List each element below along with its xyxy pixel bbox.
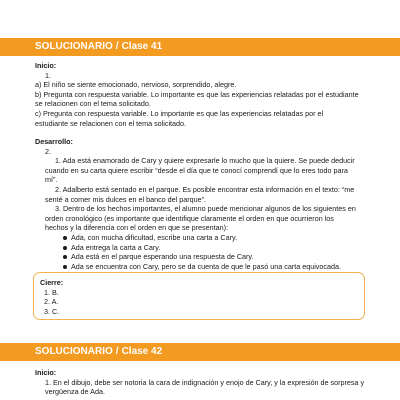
- banner-title: SOLUCIONARIO: [35, 41, 113, 52]
- banner-separator: /: [115, 41, 119, 52]
- section-banner-clase-42: [0, 343, 400, 361]
- paragraph-1-line1: 1. Ada está enamorado de Cary y quiere expresarle lo mucho que la quiere. Se puede deducir: [55, 156, 355, 166]
- answer-b-line2: se relacionen con el tema solicitado.: [35, 99, 151, 109]
- paragraph-1-line2: cuando en su carta quiere escribir “desde el día que te conocí comprendí que lo eres todo para: [45, 165, 348, 175]
- list-item: Ada se encuentra con Cary, pero se da cuenta de que le pasó una carta equivocada.: [63, 262, 370, 272]
- paragraph-2-line1: 2. Adalberto está sentado en el parque. Es posible encontrar esta información en el texto: “me: [55, 184, 355, 194]
- desarrollo-heading: Desarrollo:: [35, 137, 73, 146]
- paragraph-1-line3: mí”.: [45, 175, 58, 185]
- inicio-heading: Inicio:: [35, 368, 57, 377]
- paragraph-2-line2: senté a comer mis dulces en el banco del parque”.: [45, 194, 207, 204]
- cierre-heading: Cierre:: [40, 278, 64, 287]
- cierre-answer: 1. B.: [44, 287, 59, 297]
- inicio-section-clase-42: [35, 368, 370, 397]
- answer-c-line1: c) Pregunta con respuesta variable. Lo importante es que las experiencias relatadas por el: [35, 108, 324, 118]
- event-list: [35, 233, 370, 271]
- banner-clase: Clase 41: [121, 41, 163, 52]
- paragraph-3-line3: hechos y la diferencia con el orden en que se presentan):: [45, 223, 229, 233]
- banner-clase: Clase 42: [121, 346, 163, 357]
- desarrollo-number: 2.: [45, 146, 51, 156]
- list-item: Ada entrega la carta a Cary.: [63, 243, 370, 253]
- section-banner-clase-41: [0, 38, 400, 56]
- answer-b-line1: b) Pregunta con respuesta variable. Lo importante es que las experiencias relatadas por el estudiante: [35, 89, 359, 99]
- list-item: Ada, con mucha dificultad, escribe una carta a Cary.: [63, 233, 370, 243]
- inicio-section: [35, 61, 370, 128]
- paragraph-3-line2: orden cronológico (es importante que identifique claramente el orden en que ocurrieron los: [45, 213, 334, 223]
- answer-a: a) El niño se siente emocionado, nervioso, sorprendido, alegre.: [35, 80, 237, 90]
- cierre-box: [33, 272, 365, 320]
- inicio-line1: 1. En el dibujo, debe ser notoria la cara de indignación y enojo de Cary, y la expresión de sorpresa y: [45, 377, 365, 387]
- inicio-heading: Inicio:: [35, 61, 57, 70]
- desarrollo-section: [35, 137, 370, 271]
- banner-title: SOLUCIONARIO: [35, 346, 113, 357]
- list-item: Ada está en el parque esperando una respuesta de Cary.: [63, 252, 370, 262]
- answer-c-line2: estudiante se relacionen con el tema solicitado.: [35, 118, 187, 128]
- inicio-line2: vergüenza de Ada.: [45, 387, 105, 397]
- cierre-answer: 3. C.: [44, 306, 60, 316]
- banner-separator: /: [115, 346, 119, 357]
- inicio-number: 1.: [45, 70, 51, 80]
- cierre-answer: 2. A.: [44, 297, 59, 307]
- paragraph-3-line1: 3. Dentro de los hechos importantes, el alumno puede mencionar algunos de los siguientes en: [55, 204, 356, 214]
